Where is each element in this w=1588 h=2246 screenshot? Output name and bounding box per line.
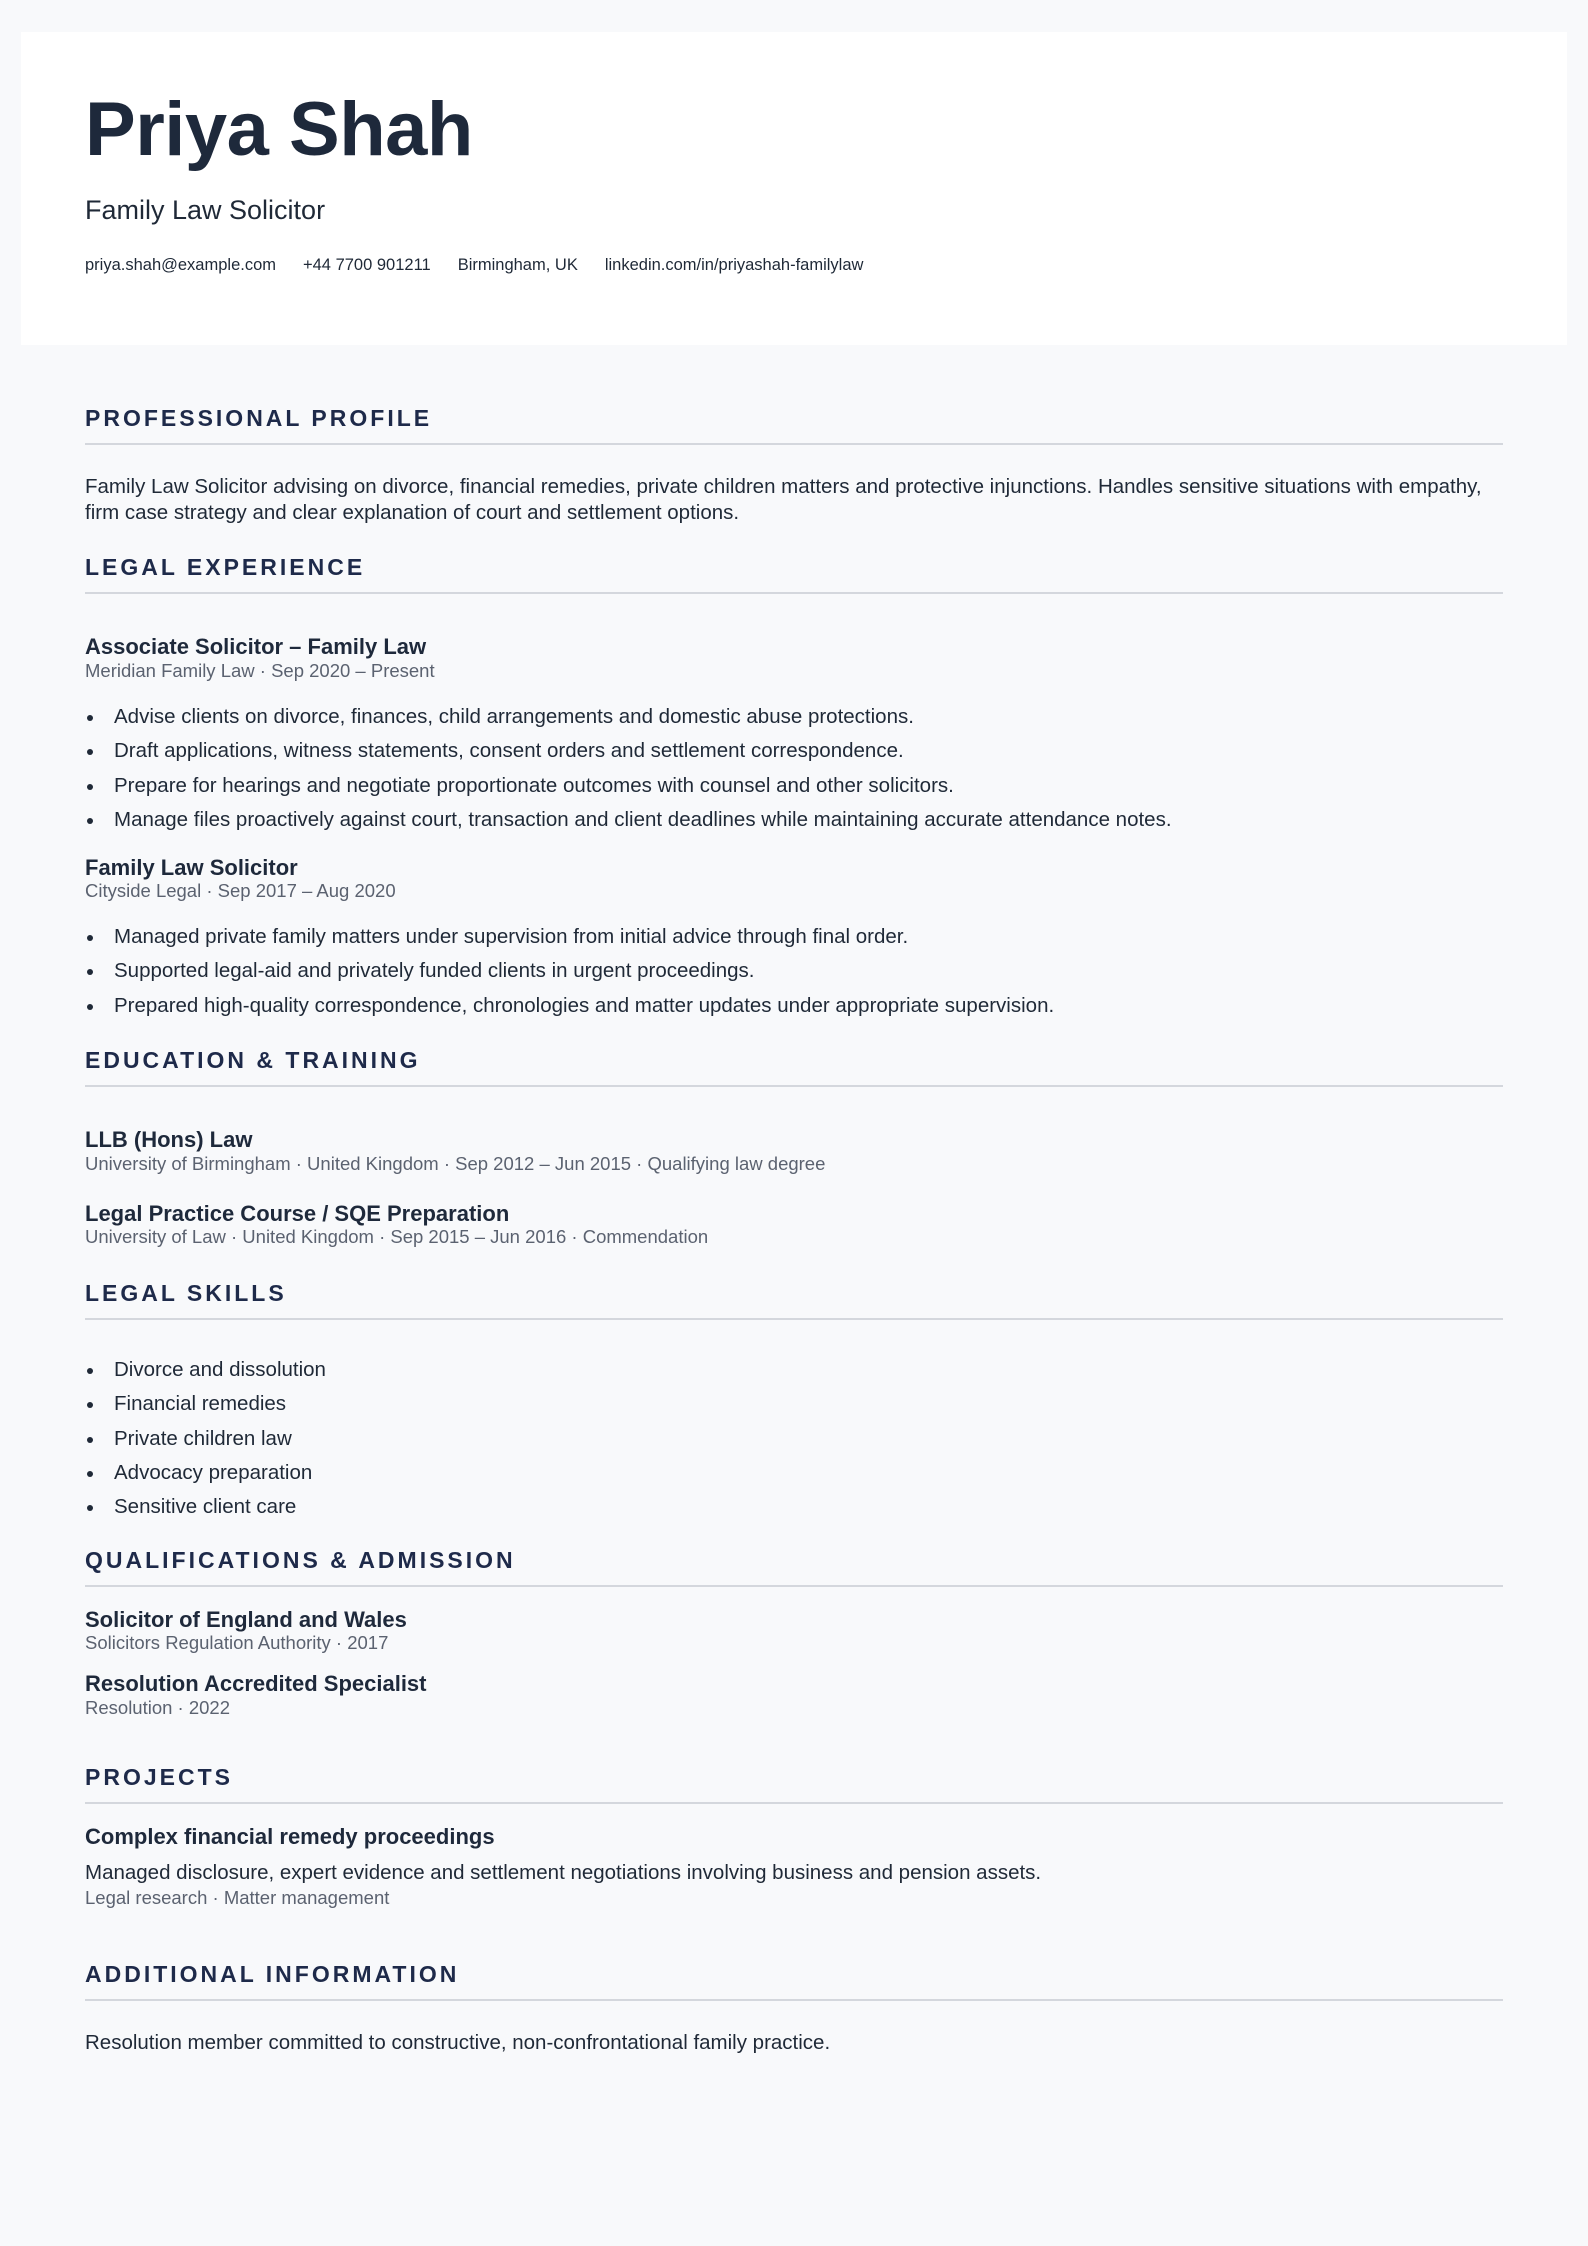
section-heading-additional: ADDITIONAL INFORMATION xyxy=(85,1961,460,1987)
profile-summary: Family Law Solicitor advising on divorce, financial remedies, private children matters and protective injunctions. Handles sensitive situations with empathy, firm case strategy and clear explanation of court and settlement options. xyxy=(85,475,1482,524)
education-meta: University of Law · United Kingdom · Sep 2015 – Jun 2016 · Commendation xyxy=(85,1226,709,1247)
additional-info: Resolution member committed to constructive, non-confrontational family practice. xyxy=(85,2031,831,2054)
list-item: Managed private family matters under supervision from initial advice through final order. xyxy=(85,924,1503,958)
list-item: Divorce and dissolution xyxy=(85,1357,1503,1391)
section-divider xyxy=(85,592,1503,594)
list-item: Private children law xyxy=(85,1426,1503,1460)
section-heading-profile: PROFESSIONAL PROFILE xyxy=(85,405,433,431)
qualification-title: Resolution Accredited Specialist xyxy=(85,1671,427,1696)
job-bullets xyxy=(85,924,1503,1027)
job-title: Associate Solicitor – Family Law xyxy=(85,634,427,659)
list-item: Draft applications, witness statements, consent orders and settlement correspondence. xyxy=(85,738,1503,772)
section-heading-projects: PROJECTS xyxy=(85,1764,233,1790)
education-title: Legal Practice Course / SQE Preparation xyxy=(85,1201,510,1226)
job-bullets xyxy=(85,704,1503,841)
resume-header xyxy=(21,32,1567,345)
contact-list xyxy=(85,257,863,274)
project-description: Managed disclosure, expert evidence and settlement negotiations involving business and pension assets. xyxy=(85,1861,1042,1884)
list-item: Supported legal-aid and privately funded clients in urgent proceedings. xyxy=(85,958,1503,992)
job-meta: Cityside Legal · Sep 2017 – Aug 2020 xyxy=(85,880,396,901)
qualification-meta: Solicitors Regulation Authority · 2017 xyxy=(85,1632,389,1653)
contact-location: Birmingham, UK xyxy=(457,256,578,274)
education-title: LLB (Hons) Law xyxy=(85,1127,253,1152)
list-item: Advise clients on divorce, finances, child arrangements and domestic abuse protections. xyxy=(85,704,1503,738)
candidate-role: Family Law Solicitor xyxy=(85,195,326,225)
list-item: Manage files proactively against court, transaction and client deadlines while maintaining accurate attendance notes. xyxy=(85,807,1503,841)
qualification-title: Solicitor of England and Wales xyxy=(85,1607,407,1632)
list-item: Prepared high-quality correspondence, chronologies and matter updates under appropriate supervision. xyxy=(85,993,1503,1027)
section-heading-skills: LEGAL SKILLS xyxy=(85,1280,287,1306)
project-tags: Legal research · Matter management xyxy=(85,1887,390,1908)
education-meta: University of Birmingham · United Kingdom · Sep 2012 – Jun 2015 · Qualifying law degree xyxy=(85,1153,826,1174)
list-item: Financial remedies xyxy=(85,1391,1503,1425)
section-divider xyxy=(85,1802,1503,1804)
section-divider xyxy=(85,1999,1503,2001)
contact-email[interactable]: priya.shah@example.com xyxy=(85,256,276,274)
candidate-name: Priya Shah xyxy=(85,87,473,172)
section-heading-education: EDUCATION & TRAINING xyxy=(85,1047,421,1073)
contact-linkedin[interactable]: linkedin.com/in/priyashah-familylaw xyxy=(604,256,864,274)
job-title: Family Law Solicitor xyxy=(85,855,298,880)
contact-phone[interactable]: +44 7700 901211 xyxy=(303,256,431,274)
section-heading-experience: LEGAL EXPERIENCE xyxy=(85,554,366,580)
section-divider xyxy=(85,1318,1503,1320)
section-divider xyxy=(85,1085,1503,1087)
project-title: Complex financial remedy proceedings xyxy=(85,1824,495,1849)
list-item: Sensitive client care xyxy=(85,1494,1503,1528)
list-item: Prepare for hearings and negotiate proportionate outcomes with counsel and other solicitors. xyxy=(85,773,1503,807)
job-meta: Meridian Family Law · Sep 2020 – Present xyxy=(85,660,435,681)
section-divider xyxy=(85,443,1503,445)
section-heading-qualifications: QUALIFICATIONS & ADMISSION xyxy=(85,1547,516,1573)
list-item: Advocacy preparation xyxy=(85,1460,1503,1494)
qualification-meta: Resolution · 2022 xyxy=(85,1697,231,1718)
skills-list xyxy=(85,1357,1503,1528)
section-divider xyxy=(85,1585,1503,1587)
